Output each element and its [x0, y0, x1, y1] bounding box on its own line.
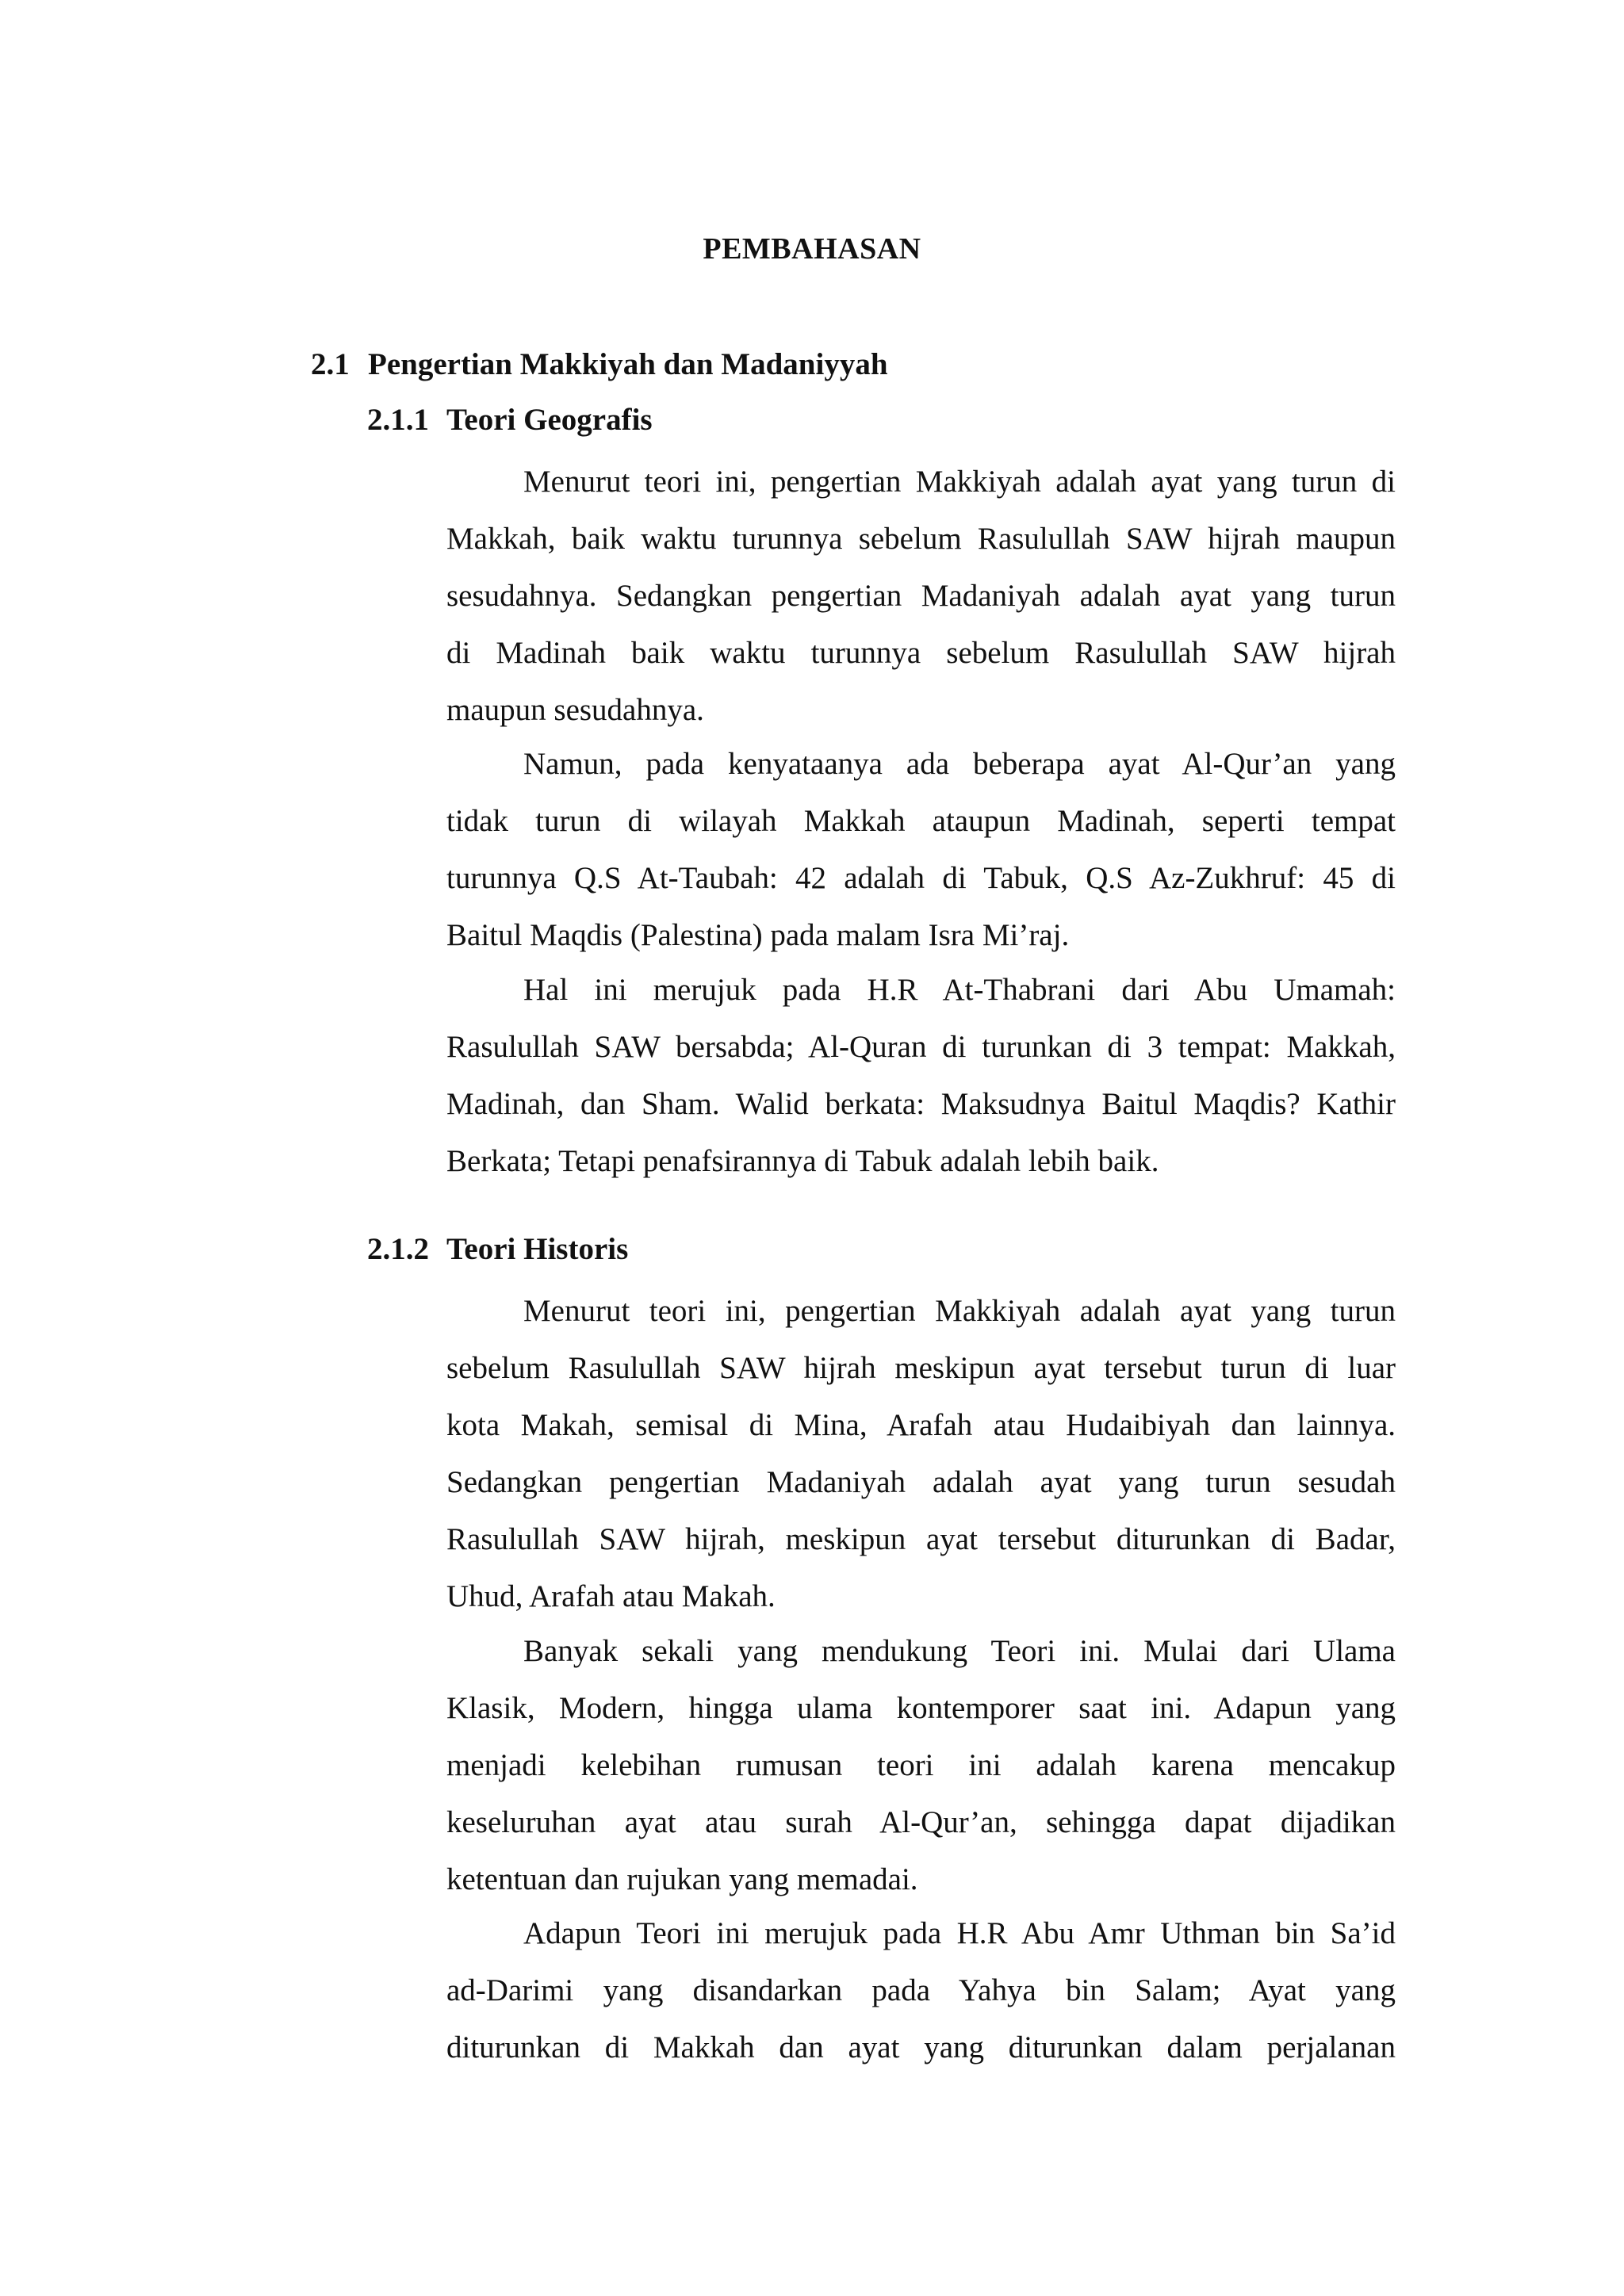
paragraph-line: Makkah, baik waktu turunnya sebelum Rasulullah SAW hijrah maupun: [446, 522, 1396, 556]
section-title: Pengertian Makkiyah dan Madaniyyah: [368, 347, 888, 381]
paragraph: [446, 1623, 1396, 1908]
paragraph-line: Rasulullah SAW hijrah, meskipun ayat tersebut diturunkan di Badar,: [446, 1522, 1396, 1556]
paragraph-line: ketentuan dan rujukan yang memadai.: [446, 1862, 918, 1896]
paragraph-line: Berkata; Tetapi penafsirannya di Tabuk adalah lebih baik.: [446, 1144, 1159, 1178]
paragraph-line: ad-Darimi yang disandarkan pada Yahya bin Salam; Ayat yang: [446, 1973, 1396, 2007]
subsection-number: 2.1.2: [367, 1232, 429, 1266]
paragraph-line: sesudahnya. Sedangkan pengertian Madaniyah adalah ayat yang turun: [446, 579, 1396, 613]
paragraph: [446, 1905, 1396, 2076]
subsection-heading-geografis: [367, 398, 653, 442]
paragraph: [446, 962, 1396, 1190]
subsection-number: 2.1.1: [367, 403, 429, 437]
paragraph-line: Menurut teori ini, pengertian Makkiyah adalah ayat yang turun di: [523, 465, 1396, 499]
paragraph-line: diturunkan di Makkah dan ayat yang diturunkan dalam perjalanan: [446, 2030, 1396, 2064]
paragraph-line: di Madinah baik waktu turunnya sebelum Rasulullah SAW hijrah: [446, 636, 1396, 670]
paragraph-line: Hal ini merujuk pada H.R At-Thabrani dari Abu Umamah:: [523, 973, 1396, 1007]
paragraph: [446, 1283, 1396, 1625]
paragraph-line: Adapun Teori ini merujuk pada H.R Abu Amr Uthman bin Sa’id: [523, 1916, 1396, 1950]
paragraph: [446, 453, 1396, 739]
paragraph-line: Uhud, Arafah atau Makah.: [446, 1579, 776, 1613]
paragraph-line: kota Makah, semisal di Mina, Arafah atau Hudaibiyah dan lainnya.: [446, 1408, 1396, 1442]
paragraph-line: turunnya Q.S At-Taubah: 42 adalah di Tabuk, Q.S Az-Zukhruf: 45 di: [446, 861, 1396, 895]
paragraph-line: sebelum Rasulullah SAW hijrah meskipun ayat tersebut turun di luar: [446, 1351, 1396, 1385]
subsection-title: Teori Geografis: [446, 403, 653, 437]
paragraph-line: Namun, pada kenyataanya ada beberapa ayat Al-Qur’an yang: [523, 747, 1396, 781]
paragraph-line: Banyak sekali yang mendukung Teori ini. Mulai dari Ulama: [523, 1634, 1396, 1668]
paragraph-line: Sedangkan pengertian Madaniyah adalah ayat yang turun sesudah: [446, 1465, 1396, 1499]
chapter-title: PEMBAHASAN: [703, 232, 921, 266]
paragraph-line: Klasik, Modern, hingga ulama kontemporer saat ini. Adapun yang: [446, 1691, 1396, 1725]
paragraph-line: tidak turun di wilayah Makkah ataupun Madinah, seperti tempat: [446, 804, 1396, 838]
paragraph-line: Madinah, dan Sham. Walid berkata: Maksudnya Baitul Maqdis? Kathir: [446, 1087, 1396, 1121]
section-number: 2.1: [311, 347, 350, 381]
subsection-heading-historis: [367, 1227, 628, 1272]
paragraph: [446, 736, 1396, 964]
section-heading: [311, 342, 888, 387]
paragraph-line: Baitul Maqdis (Palestina) pada malam Isra Mi’raj.: [446, 918, 1070, 952]
paragraph-line: Rasulullah SAW bersabda; Al-Quran di turunkan di 3 tempat: Makkah,: [446, 1030, 1396, 1064]
paragraph-line: Menurut teori ini, pengertian Makkiyah adalah ayat yang turun: [523, 1294, 1396, 1328]
paragraph-line: maupun sesudahnya.: [446, 693, 704, 727]
paragraph-line: keseluruhan ayat atau surah Al-Qur’an, sehingga dapat dijadikan: [446, 1805, 1396, 1839]
paragraph-line: menjadi kelebihan rumusan teori ini adalah karena mencakup: [446, 1748, 1396, 1782]
subsection-title: Teori Historis: [446, 1232, 629, 1266]
